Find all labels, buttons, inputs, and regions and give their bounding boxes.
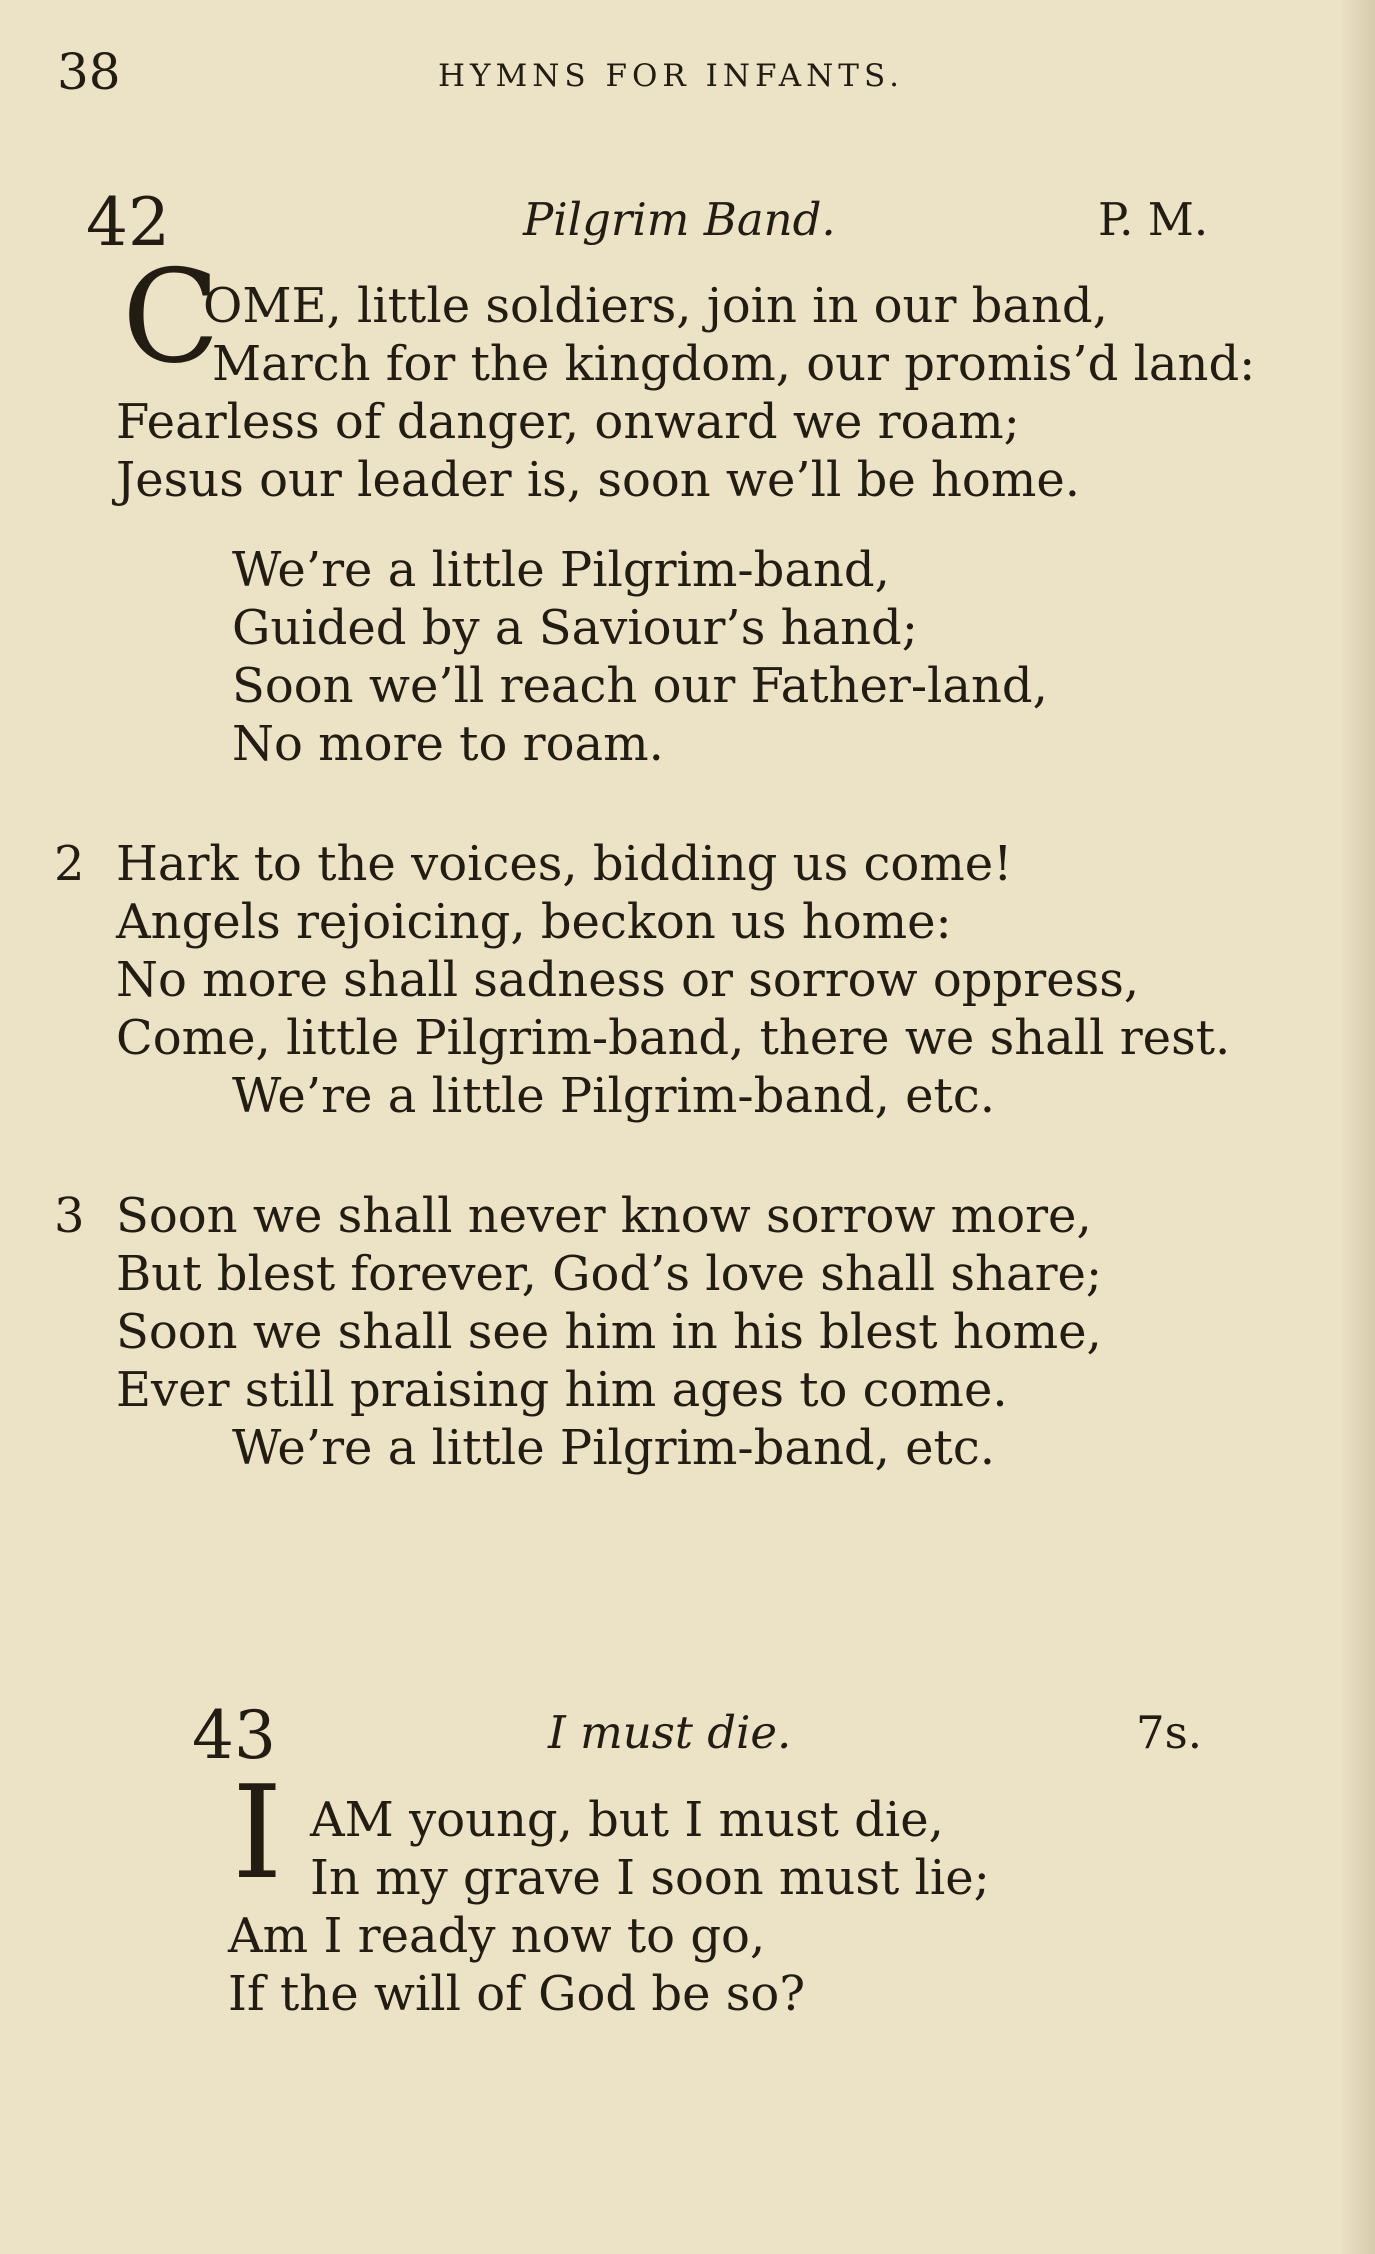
hymn-42-meter: P. M. bbox=[1098, 193, 1209, 246]
hymn-42-title: Pilgrim Band. bbox=[523, 193, 836, 246]
hymn-43-verse-1-line-2: In my grave I soon must lie; bbox=[310, 1850, 990, 1906]
hymn-42-chorus-line-4: No more to roam. bbox=[232, 716, 664, 772]
hymn-42-chorus-line-2: Guided by a Saviour’s hand; bbox=[232, 600, 918, 656]
hymn-42-number: 42 bbox=[86, 184, 170, 261]
verse-3-number: 3 bbox=[54, 1188, 85, 1244]
hymn-42-verse-2-refrain: We’re a little Pilgrim-band, etc. bbox=[232, 1068, 995, 1124]
hymn-42-verse-3-line-3: Soon we shall see him in his blest home, bbox=[116, 1304, 1102, 1360]
hymn-42-drop-cap: C bbox=[122, 243, 220, 392]
hymn-43-meter: 7s. bbox=[1136, 1706, 1203, 1759]
running-title: HYMNS FOR INFANTS. bbox=[438, 58, 904, 94]
hymn-42-verse-2-line-2: Angels rejoicing, beckon us home: bbox=[116, 894, 952, 950]
hymn-42-chorus-line-3: Soon we’ll reach our Father-land, bbox=[232, 658, 1048, 714]
verse-2-number: 2 bbox=[54, 836, 85, 892]
hymn-43-number: 43 bbox=[192, 1697, 276, 1774]
hymn-42-verse-1-line-3: Fearless of danger, onward we roam; bbox=[116, 394, 1020, 450]
hymn-43-verse-1-line-3: Am I ready now to go, bbox=[228, 1908, 766, 1964]
page-edge-shadow bbox=[1339, 0, 1375, 2254]
hymn-42-verse-3-line-2: But blest forever, God’s love shall share; bbox=[116, 1246, 1103, 1302]
hymn-43-verse-1-line-4: If the will of God be so? bbox=[228, 1966, 806, 2022]
hymn-43-title: I must die. bbox=[548, 1706, 792, 1759]
hymn-42-verse-1-line-4: Jesus our leader is, soon we’ll be home. bbox=[116, 452, 1081, 508]
page-number: 38 bbox=[57, 43, 121, 101]
hymn-42-verse-2-line-3: No more shall sadness or sorrow oppress, bbox=[116, 952, 1140, 1008]
hymn-43-drop-cap: I bbox=[232, 1759, 283, 1908]
hymn-42-verse-3-refrain: We’re a little Pilgrim-band, etc. bbox=[232, 1420, 995, 1476]
hymn-42-chorus-line-1: We’re a little Pilgrim-band, bbox=[232, 542, 890, 598]
hymn-42-verse-1-line-1: OME, little soldiers, join in our band, bbox=[203, 278, 1108, 334]
hymn-42-verse-3-line-1: Soon we shall never know sorrow more, bbox=[116, 1188, 1092, 1244]
hymn-43-verse-1-line-1: AM young, but I must die, bbox=[310, 1792, 944, 1848]
hymn-42-verse-1-line-2: March for the kingdom, our promis’d land: bbox=[212, 336, 1256, 392]
hymn-42-verse-3-line-4: Ever still praising him ages to come. bbox=[116, 1362, 1008, 1418]
hymn-42-verse-2-line-4: Come, little Pilgrim-band, there we shall rest. bbox=[116, 1010, 1231, 1066]
hymn-42-verse-2-line-1: Hark to the voices, bidding us come! bbox=[116, 836, 1013, 892]
